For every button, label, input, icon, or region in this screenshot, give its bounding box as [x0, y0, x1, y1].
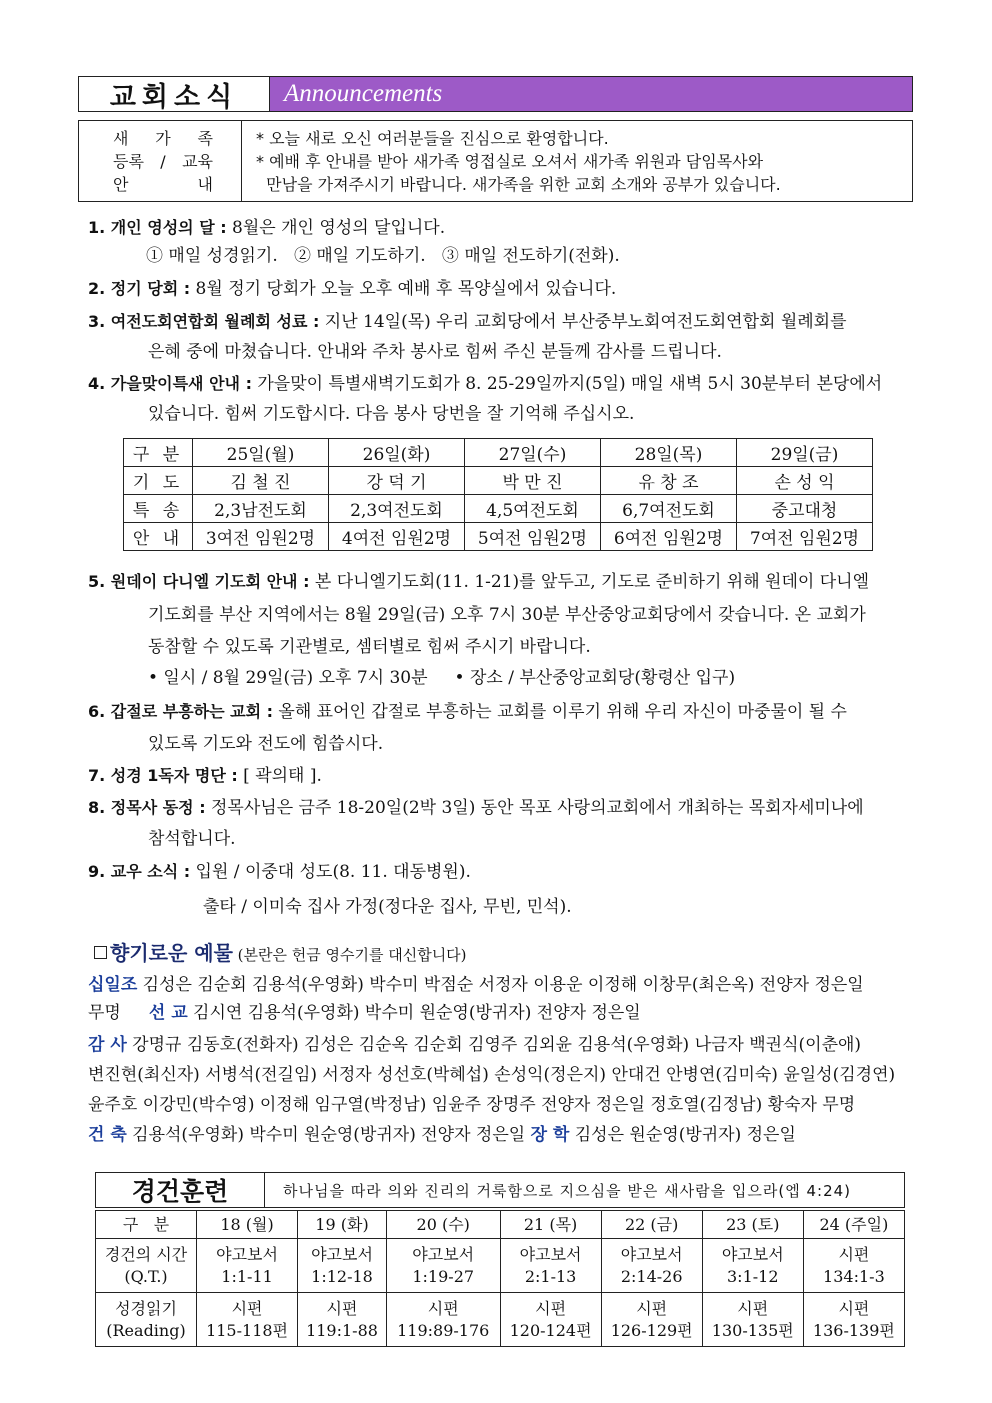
passage: 1:12-18	[311, 1266, 373, 1286]
announcements-header	[78, 76, 913, 112]
table-cell	[702, 1293, 803, 1347]
table-cell: 27일(수)	[465, 439, 601, 467]
book: 야고보서	[721, 1244, 784, 1264]
book: 시편	[838, 1244, 870, 1264]
item-heading: 5. 원데이 다니엘 기도회 안내 :	[88, 572, 310, 591]
book: 시편	[326, 1298, 358, 1318]
item-5-cont: 동참할 수 있도록 기관별로, 셈터별로 힘써 주시기 바랍니다.	[148, 637, 591, 657]
book: 야고보서	[620, 1244, 683, 1264]
table-cell	[500, 1293, 601, 1347]
table-cell: 21 (목)	[500, 1211, 601, 1239]
passage: 126-129편	[610, 1320, 693, 1340]
prayer-duty-table	[123, 438, 873, 551]
item-6-cont: 있도록 기도와 전도에 힘씁시다.	[148, 734, 384, 754]
offering-thanks	[88, 1032, 861, 1058]
table-cell: 손 성 익	[737, 467, 873, 495]
table-cell: 구 분	[124, 439, 193, 467]
item-3	[88, 310, 847, 334]
item-4	[88, 372, 882, 396]
offerings-title: 향기로운 예물	[110, 941, 233, 965]
new-family-text	[242, 121, 912, 201]
item-heading: 1. 개인 영성의 달 :	[88, 218, 227, 237]
table-cell: 강 덕 기	[329, 467, 465, 495]
table-cell: 26일(화)	[329, 439, 465, 467]
table-cell: 22 (금)	[601, 1211, 702, 1239]
book: 시편	[427, 1298, 459, 1318]
book: 야고보서	[311, 1244, 373, 1264]
table-cell: 박 만 진	[465, 467, 601, 495]
book: 야고보서	[412, 1244, 475, 1264]
passage: 1:19-27	[412, 1266, 475, 1286]
table-cell: 특 송	[124, 495, 193, 523]
item-4-cont: 있습니다. 힘써 기도합시다. 다음 봉사 당번을 잘 기억해 주십시오.	[148, 404, 635, 424]
table-cell: 4,5여전도회	[465, 495, 601, 523]
item-text: 8월 정기 당회가 오늘 오후 예배 후 목양실에서 있습니다.	[190, 279, 617, 299]
item-7	[88, 764, 322, 788]
book: 야고보서	[519, 1244, 582, 1264]
offering-label: 감 사	[88, 1035, 127, 1055]
offering-label: 선 교	[148, 1003, 188, 1023]
label-registration: 등록 / 교육	[113, 152, 213, 171]
item-6	[88, 700, 847, 724]
devotional-header	[95, 1172, 905, 1208]
book: 시편	[231, 1298, 263, 1318]
table-cell	[298, 1239, 387, 1293]
header-title-korean: 교회소식	[79, 77, 270, 111]
item-heading: 8. 정목사 동정 :	[88, 798, 206, 817]
header-title-english: Announcements	[270, 77, 912, 111]
offering-tithe	[88, 972, 864, 998]
passage: 119:89-176	[397, 1320, 490, 1340]
offering-label: 장 학	[530, 1125, 570, 1145]
offering-building	[88, 1122, 796, 1148]
item-heading: 6. 갑절로 부흥하는 교회 :	[88, 702, 273, 721]
table-cell: 구 분	[96, 1211, 197, 1239]
item-1-sub: ① 매일 성경읽기. ② 매일 기도하기. ③ 매일 전도하기(전화).	[146, 246, 620, 266]
label-guide: 안 내	[113, 175, 213, 194]
devotional-title: 경건훈련	[96, 1173, 265, 1207]
table-cell: 유 창 조	[601, 467, 737, 495]
table-row	[124, 467, 873, 495]
offering-names: 무명	[88, 1003, 121, 1023]
table-cell: 20 (수)	[386, 1211, 500, 1239]
table-cell: 2,3남전도회	[193, 495, 329, 523]
passage: 130-135편	[711, 1320, 794, 1340]
table-cell: 19 (화)	[298, 1211, 387, 1239]
item-heading: 3. 여전도회연합회 월례회 성료 :	[88, 312, 320, 331]
table-cell: 7여전 임원2명	[737, 523, 873, 551]
new-family-labels	[79, 121, 242, 201]
welcome-line: * 오늘 새로 오신 여러분들을 진심으로 환영합니다.	[256, 129, 609, 148]
offering-names: 김성은 원순영(방귀자) 정은일	[569, 1125, 796, 1145]
item-text: [ 곽의태 ].	[237, 766, 322, 786]
passage: 115-118편	[206, 1320, 289, 1340]
offerings-note: (본란은 헌금 영수기를 대신합니다)	[232, 946, 467, 964]
item-text: 올해 표어인 갑절로 부흥하는 교회를 이루기 위해 우리 자신이 마중물이 될 수	[273, 702, 847, 722]
row-label: 경건의 시간	[104, 1244, 188, 1264]
table-cell	[803, 1293, 904, 1347]
label-new-family: 새 가 족	[113, 129, 213, 148]
table-cell	[803, 1239, 904, 1293]
passage: 119:1-88	[306, 1320, 378, 1340]
offering-label: 건 축	[88, 1125, 127, 1145]
row-label: 성경읽기	[115, 1298, 177, 1318]
offerings-title-line	[94, 940, 467, 968]
table-cell	[601, 1239, 702, 1293]
item-heading: 9. 교우 소식 :	[88, 862, 191, 881]
item-5-detail: • 일시 / 8월 29일(금) 오후 7시 30분 • 장소 / 부산중앙교회당(황령산 입구)	[148, 668, 736, 688]
table-cell: 25일(월)	[193, 439, 329, 467]
new-family-box	[78, 120, 913, 202]
offering-names: 강명규 김동호(전화자) 김성은 김순옥 김순회 김영주 김외윤 김용석(우영화) 나금자 백권식(이춘애)	[126, 1035, 862, 1055]
table-cell: 2,3여전도회	[329, 495, 465, 523]
table-cell: 29일(금)	[737, 439, 873, 467]
table-cell	[197, 1239, 298, 1293]
passage: 120-124편	[509, 1320, 592, 1340]
offering-names: 김성은 김순회 김용석(우영화) 박수미 박점순 서정자 이용운 이정해 이창무(최은옥) 전양자 정은일	[137, 975, 864, 995]
table-cell: 6,7여전도회	[601, 495, 737, 523]
table-cell: 6여전 임원2명	[601, 523, 737, 551]
book: 시편	[535, 1298, 567, 1318]
table-cell: 23 (토)	[702, 1211, 803, 1239]
passage: 136-139편	[812, 1320, 895, 1340]
item-2	[88, 277, 616, 301]
table-cell	[96, 1239, 197, 1293]
welcome-line: 만남을 가져주시기 바랍니다. 새가족을 위한 교회 소개와 공부가 있습니다.	[256, 175, 781, 194]
table-cell	[298, 1293, 387, 1347]
table-cell: 4여전 임원2명	[329, 523, 465, 551]
table-cell: 5여전 임원2명	[465, 523, 601, 551]
row-label: (Reading)	[106, 1320, 186, 1340]
item-heading: 2. 정기 당회 :	[88, 279, 191, 298]
table-cell: 중고대청	[737, 495, 873, 523]
table-cell	[386, 1239, 500, 1293]
welcome-line: * 예배 후 안내를 받아 새가족 영접실로 오셔서 새가족 위원과 담임목사와	[256, 152, 764, 171]
book: 시편	[636, 1298, 668, 1318]
book: 야고보서	[216, 1244, 278, 1264]
item-text: 본 다니엘기도회(11. 1-21)를 앞두고, 기도로 준비하기 위해 원데이 다니엘	[309, 572, 869, 592]
table-cell	[96, 1293, 197, 1347]
item-text: 가을맞이 특별새벽기도회가 8. 25-29일까지(5일) 매일 새벽 5시 30분부터 본당에서	[251, 374, 883, 394]
table-cell: 18 (월)	[197, 1211, 298, 1239]
devotional-table	[95, 1210, 905, 1347]
item-text: 정목사님은 금주 18-20일(2박 3일) 동안 목포 사랑의교회에서 개최하는 목회자세미나에	[205, 798, 864, 818]
table-cell	[197, 1293, 298, 1347]
item-1	[88, 216, 445, 240]
passage: 134:1-3	[823, 1266, 885, 1286]
book: 시편	[737, 1298, 769, 1318]
table-cell: 기 도	[124, 467, 193, 495]
book: 시편	[838, 1298, 870, 1318]
item-3-cont: 은혜 중에 마쳤습니다. 안내와 주차 봉사로 힘써 주신 분들께 감사를 드립니다.	[148, 342, 722, 362]
item-9-cont: 출타 / 이미숙 집사 가정(정다운 집사, 무빈, 민석).	[203, 897, 572, 917]
table-row	[96, 1239, 905, 1293]
table-cell	[601, 1293, 702, 1347]
table-row	[96, 1211, 905, 1239]
devotional-verse: 하나님을 따라 의와 진리의 거룩함으로 지으심을 받은 새사람을 입으라(엡 4:24)	[283, 1181, 852, 1200]
offering-line	[88, 1000, 641, 1026]
table-cell: 김 철 진	[193, 467, 329, 495]
item-text: 입원 / 이중대 성도(8. 11. 대동병원).	[190, 862, 471, 882]
passage: 1:1-11	[221, 1266, 273, 1286]
table-cell	[702, 1239, 803, 1293]
passage: 2:14-26	[620, 1266, 683, 1286]
checkbox-icon	[94, 946, 107, 959]
table-cell: 안 내	[124, 523, 193, 551]
passage: 2:1-13	[524, 1266, 577, 1286]
item-text: 지난 14일(목) 우리 교회당에서 부산중부노회여전도회연합회 월례회를	[319, 312, 847, 332]
table-cell	[386, 1293, 500, 1347]
item-heading: 4. 가을맞이특새 안내 :	[88, 374, 252, 393]
offering-line: 윤주호 이강민(박수영) 이정해 임구열(박정남) 임윤주 장명주 전양자 정은일 정호열(김정남) 황숙자 무명	[88, 1095, 856, 1115]
passage: 3:1-12	[727, 1266, 779, 1286]
table-cell: 28일(목)	[601, 439, 737, 467]
item-5	[88, 570, 869, 594]
offering-names: 김시연 김용석(우영화) 박수미 원순영(방귀자) 전양자 정은일	[187, 1003, 641, 1023]
item-8-cont: 참석합니다.	[148, 829, 236, 849]
item-8	[88, 796, 864, 820]
offering-line: 변진현(최신자) 서병석(전길임) 서정자 성선호(박혜섭) 손성익(정은지) 안대건 안병연(김미숙) 윤일성(김경연)	[88, 1065, 896, 1085]
item-heading: 7. 성경 1독자 명단 :	[88, 766, 238, 785]
table-row	[124, 495, 873, 523]
item-9	[88, 860, 471, 884]
table-row	[96, 1293, 905, 1347]
item-5-cont: 기도회를 부산 지역에서는 8월 29일(금) 오후 7시 30분 부산중앙교회당에서 갖습니다. 온 교회가	[148, 605, 866, 625]
item-text: 8월은 개인 영성의 달입니다.	[226, 218, 446, 238]
row-label: (Q.T.)	[124, 1266, 168, 1286]
table-cell: 3여전 임원2명	[193, 523, 329, 551]
offering-names: 김용석(우영화) 박수미 원순영(방귀자) 전양자 정은일	[126, 1125, 531, 1145]
table-cell: 24 (주일)	[803, 1211, 904, 1239]
table-cell	[500, 1239, 601, 1293]
table-row	[124, 439, 873, 467]
table-row	[124, 523, 873, 551]
offering-label: 십일조	[88, 975, 138, 995]
